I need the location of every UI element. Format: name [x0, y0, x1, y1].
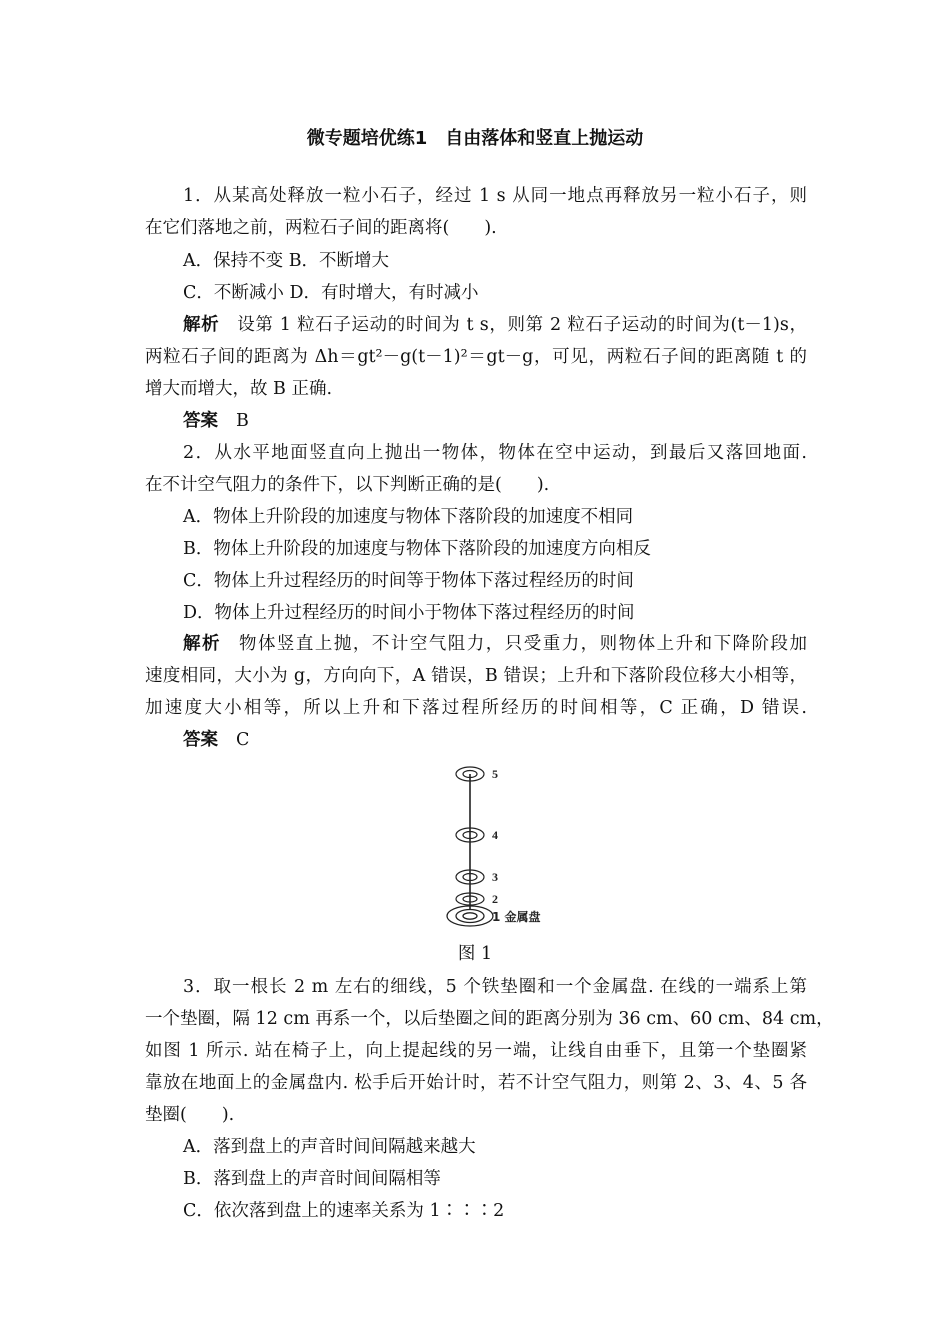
q2-option-c: C．物体上升过程经历的时间等于物体下落过程经历的时间 [183, 571, 634, 591]
q1-stem-line-2: 在它们落地之前，两粒石子间的距离将( ). [145, 218, 497, 238]
q2-answer-value: C [236, 730, 250, 750]
q1-analysis-line-3: 增大而增大，故 B 正确. [145, 379, 333, 399]
q2-answer [183, 728, 807, 752]
q2-analysis-line-2: 速度相同，大小为 g，方向向下，A 错误，B 错误；上升和下落阶段位移大小相等， [145, 666, 807, 686]
q2-analysis-text-1: 物体竖直上抛，不计空气阻力，只受重力，则物体上升和下降阶段加 [238, 634, 807, 654]
q1-answer-label: 答案 [183, 411, 218, 431]
metal-plate [447, 906, 493, 926]
q1-options-ab: A．保持不变 B．不断增大 [183, 251, 390, 271]
figure-caption: 图 1 [457, 944, 493, 964]
q3-option-b: B．落到盘上的声音时间间隔相等 [183, 1169, 441, 1189]
q1-analysis-text-1: 设第 1 粒石子运动的时间为 t s，则第 2 粒石子运动的时间为(t－1)s， [237, 315, 807, 335]
page-title: 微专题培优练1 自由落体和竖直上抛运动 [306, 128, 644, 149]
q1-analysis-line-2: 两粒石子间的距离为 Δh＝gt²－g(t－1)²＝gt－g，可见，两粒石子间的距离随 t 的 [145, 347, 807, 367]
q3-stem-line-1: 3．取一根长 2 m 左右的细线，5 个铁垫圈和一个金属盘. 在线的一端系上第 [183, 977, 807, 997]
figure-label-3: 3 [492, 870, 498, 884]
q2-stem-line-1: 2．从水平地面竖直向上抛出一物体，物体在空中运动，到最后又落回地面. [183, 443, 807, 463]
q2-analysis-label: 解析 [183, 634, 221, 654]
q1-stem-line-1: 1．从某高处释放一粒小石子，经过 1 s 从同一地点再释放另一粒小石子，则 [183, 186, 807, 206]
q2-answer-label: 答案 [183, 730, 218, 750]
q2-analysis-line-1 [183, 632, 807, 656]
q1-analysis-label: 解析 [183, 315, 220, 335]
washer-string-figure [440, 760, 570, 935]
q3-stem-line-5: 垫圈( ). [145, 1105, 235, 1125]
q1-answer-value: B [236, 411, 249, 431]
q3-option-c: C．依次落到盘上的速率关系为 1∶∶∶2 [183, 1201, 505, 1221]
q1-answer [183, 409, 807, 433]
q2-stem-line-2: 在不计空气阻力的条件下，以下判断正确的是( ). [145, 475, 550, 495]
q3-option-a: A．落到盘上的声音时间间隔越来越大 [183, 1137, 476, 1157]
figure-label-5: 5 [492, 767, 498, 781]
q2-analysis-line-3: 加速度大小相等，所以上升和下落过程所经历的时间相等，C 正确，D 错误. [145, 698, 807, 718]
q3-stem-line-4: 靠放在地面上的金属盘内. 松手后开始计时，若不计空气阻力，则第 2、3、4、5 各 [145, 1073, 807, 1093]
figure-label-1-metal-plate: 1 金属盘 [492, 910, 541, 924]
q2-option-a: A．物体上升阶段的加速度与物体下落阶段的加速度不相同 [183, 507, 634, 527]
q3-stem-line-3: 如图 1 所示. 站在椅子上，向上提起线的另一端，让线自由垂下，且第一个垫圈紧 [145, 1041, 807, 1061]
q2-option-b: B．物体上升阶段的加速度与物体下落阶段的加速度方向相反 [183, 539, 651, 559]
q3-stem-line-2: 一个垫圈，隔 12 cm 再系一个，以后垫圈之间的距离分别为 36 cm、60 cm、84 cm， [145, 1009, 834, 1029]
figure-label-2: 2 [492, 892, 498, 906]
figure-label-4: 4 [492, 828, 498, 842]
q1-options-cd: C．不断减小 D．有时增大，有时减小 [183, 283, 479, 303]
q2-option-d: D．物体上升过程经历的时间小于物体下落过程经历的时间 [183, 603, 635, 623]
q1-analysis-line-1 [183, 313, 807, 337]
